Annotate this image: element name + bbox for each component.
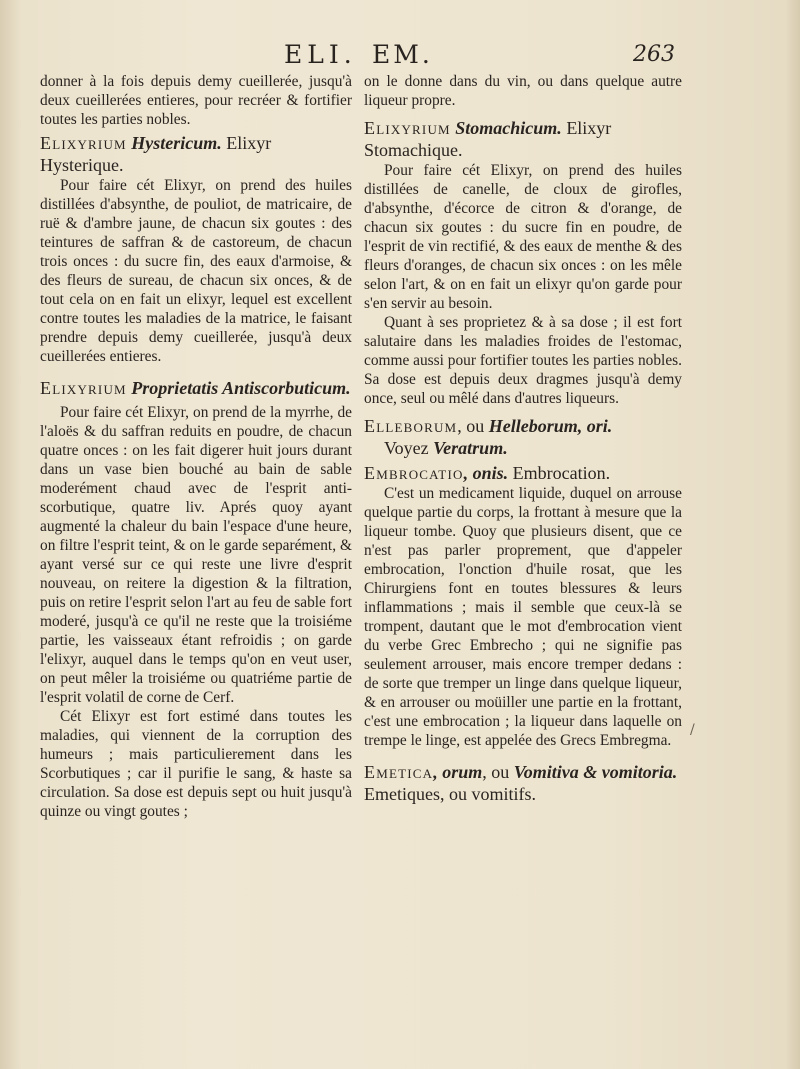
entry-headword: Emetica [364, 762, 434, 782]
entry-headword: Elleborum [364, 416, 458, 436]
entry-latin: Stomachicum. [455, 118, 562, 138]
right-column [364, 72, 682, 805]
entry-heading-hystericum [40, 132, 352, 176]
entry-latin: Proprietatis Antiscorbuticum. [131, 378, 351, 398]
paragraph-hystericum: Pour faire cét Elixyr, on prend des huiles distillées d'absynthe, de pouliot, de matricaire, de ruë & d'ambre jaune, de chacun six goutes : des teintures de saffran & de castoreum, de chacun trois onces : du sucre fin, des eaux d'armoise, & des fleurs de sureau, de chacun six onces, & de tout cela on en fait un elixyr, lequel est excellent contre toutes les maladies de la matrice, le faisant prendre depuis demy cueillerée, jusqu'à deux cueillerées entieres. [40, 177, 352, 365]
entry-heading-antiscorbuticum [40, 377, 352, 399]
margin-mark: / [690, 722, 695, 738]
page-number: 263 [633, 42, 675, 67]
entry-crossref [364, 437, 682, 459]
paragraph-continued: on le donne dans du vin, ou dans quelque autre liqueur propre. [364, 73, 682, 109]
entry-heading-embrocatio [364, 462, 682, 484]
crossref-target: Veratrum. [433, 438, 508, 458]
paragraph-antiscorbuticum-use: Cét Elixyr est fort estimé dans toutes les maladies, qui viennent de la corruption des humeurs ; mais particulierement dans les Scorbutiques ; car il purifie le sang, & haste sa circulation. Sa dose est depuis sept ou huit jusqu'à quinze ou vingt goutes ; [40, 708, 352, 820]
paragraph-stomachicum: Pour faire cét Elixyr, on prend des huiles distillées de canelle, de cloux de girofles, d'absynthe, d'écorce de citron & d'orange, de chacun six goutes : du sucre fin en poudre, de l'esprit de vin rectifié, & des eaux de menthe & des fleurs d'oranges, de chacun six onces : on les mêle selon l'art, & on en fait un elixyr qu'on garde pour s'en servir au besoin. [364, 162, 682, 312]
crossref-label: Voyez [384, 438, 429, 458]
paragraph-stomachicum-use: Quant à ses proprietez & à sa dose ; il est fort salutaire dans les maladies froides de l'estomac, comme aussi pour fortifier toutes les parties nobles. Sa dose est depuis deux dragmes jusqu'à demy once, seul ou mêlé dans d'autres liqueurs. [364, 314, 682, 407]
running-head-left: ELI. [284, 40, 357, 69]
entry-connector: , ou [457, 416, 485, 436]
entry-latin: Vomitiva & vomitoria. [513, 762, 678, 782]
paragraph-continued: donner à la fois depuis demy cueillerée, jusqu'à deux cueillerées entieres, pour recréer & fortifier toutes les parties nobles. [40, 73, 352, 128]
entry-heading-emetica [364, 761, 682, 805]
entry-french: Elixyr Stomachique. [364, 118, 612, 160]
entry-headword: Elixyrium [40, 133, 127, 153]
entry-french: Elixyr Hysterique. [40, 133, 272, 175]
entry-latin: Hystericum. [131, 133, 222, 153]
entry-headword: Elixyrium [40, 378, 127, 398]
entry-latin: Helleborum, ori. [488, 416, 613, 436]
entry-genitive: , orum [433, 762, 483, 782]
entry-french: Emetiques, ou vomitifs. [364, 784, 536, 804]
entry-heading-elleborum [364, 415, 682, 459]
entry-heading-stomachicum [364, 117, 682, 161]
entry-connector: , ou [482, 762, 510, 782]
running-head-right: EM. [372, 40, 433, 69]
entry-french: Embrocation. [512, 463, 611, 483]
paragraph-antiscorbuticum: Pour faire cét Elixyr, on prend de la myrrhe, de l'aloës & du saffran reduits en poudre, de chacun quatre onces : on les fait digerer huit jours durant dans un vase bien bouché au bain de sable moderément chaud avec de l'esprit anti-scorbutique, quatre liv. Aprés quoy ayant augmenté la chaleur du bain l'espace d'une heure, on filtre l'esprit teint, & on le garde separément, & ayant versé sur ce qui reste une livre d'esprit nouveau, on reitere la digestion & la filtration, puis on retire l'esprit selon l'art au feu de sable fort moderé, jusqu'à ce qu'il ne reste que la troisiéme partie, les vaisseaux étant refroidis ; on garde l'elixyr, auquel dans le temps qu'on en veut user, on peut mêler la troisiéme ou quatriéme partie de l'esprit volatil de corne de Cerf. [40, 404, 352, 706]
entry-genitive: , onis. [463, 463, 509, 483]
left-column [40, 72, 352, 821]
entry-headword: Embrocatio [364, 463, 464, 483]
paragraph-embrocatio: C'est un medicament liquide, duquel on arrouse quelque partie du corps, la frottant à mesure que la liqueur tombe. Quoy que plusieurs disent, que ce n'est pas parler proprement, que d'appeler embrocation, l'onction d'huile rosat, que les Chirurgiens font en toutes blessures & leurs inflammations ; mais il semble que ceux-là se trompent, dautant que le mot d'embrocation vient du verbe Grec Embrecho ; qui ne signifie pas seulement arrouser, mais encore tremper dedans : de sorte que tremper un linge dans quelque liqueur, & en arrouser ou moüiller une partie en la frottant, c'est une embrocation ; la liqueur dans laquelle on trempe le linge, est appelée des Grecs Embregma. [364, 485, 682, 749]
entry-headword: Elixyrium [364, 118, 451, 138]
running-head [0, 40, 800, 74]
